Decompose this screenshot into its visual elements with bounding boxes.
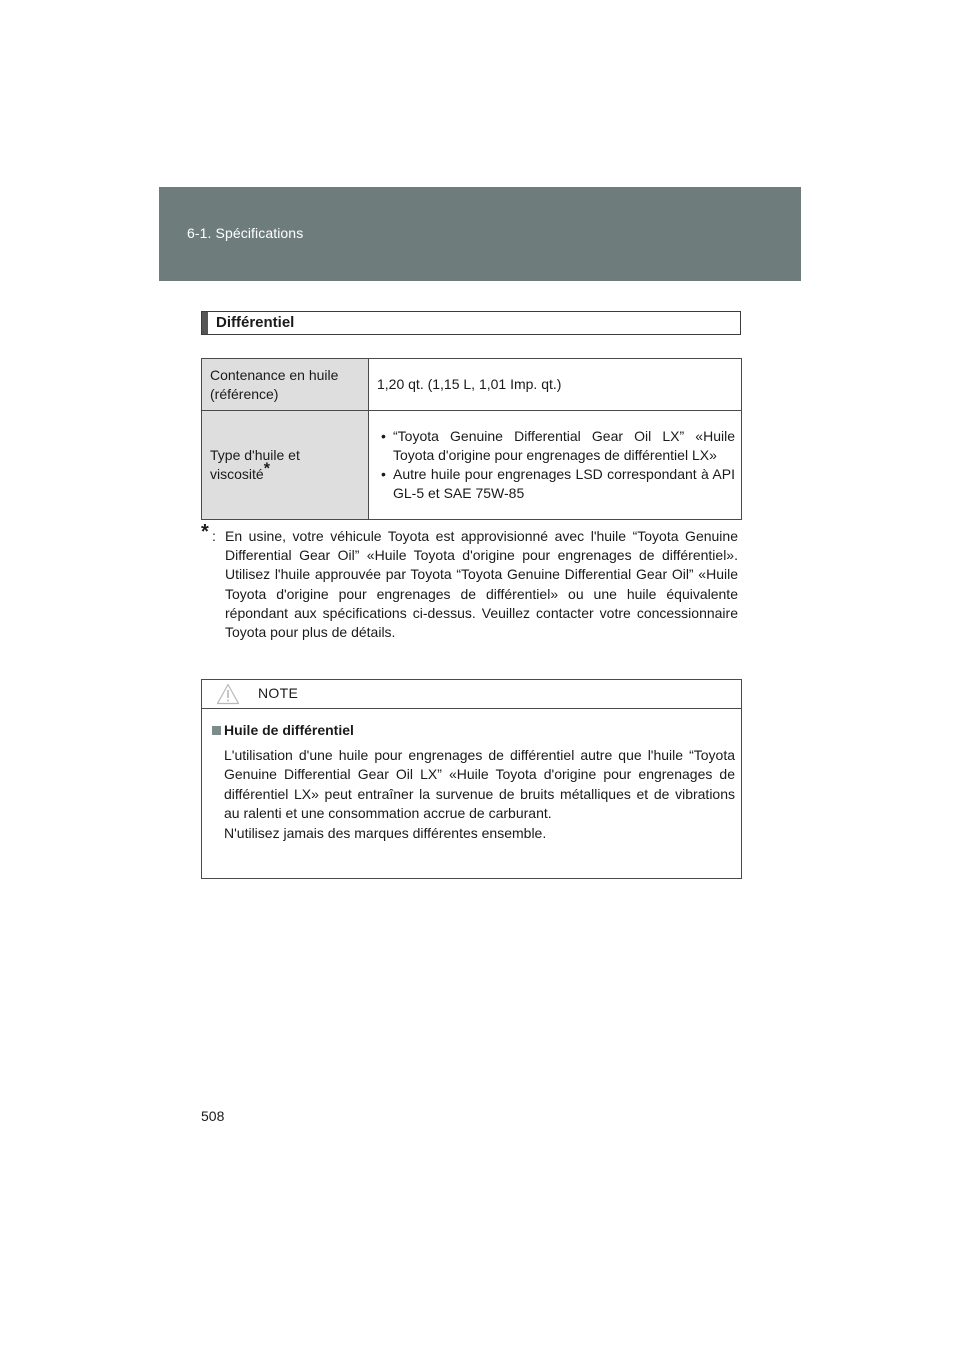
bullet-icon: • bbox=[381, 466, 386, 482]
spec-value-capacity bbox=[369, 359, 742, 411]
spec-value-text: 1,20 qt. (1,15 L, 1,01 Imp. qt.) bbox=[377, 376, 562, 392]
note-title: NOTE bbox=[258, 685, 299, 701]
spec-label-text: Contenance en huile (référence) bbox=[210, 366, 339, 402]
table-row bbox=[202, 411, 742, 520]
oil-list bbox=[377, 427, 735, 503]
footnote-asterisk: * bbox=[263, 460, 270, 478]
footnote-text: En usine, votre véhicule Toyota est approvisionné avec l'huile “Toyota Genuine Differential Gear Oil” «Huile Toyota d'origine pour engrenages de différentiel». Utilisez l'huile approuvée par Toyota “Toyota Genuine Differential Gear Oil” «Huile Toyota d'origine pour engrenages de différentiel» ou une huile équivalente répondant aux spécifications ci-dessus. Veuillez contacter votre concessionnaire Toyota pour plus de détails. bbox=[225, 528, 738, 641]
section-label: 6-1. Spécifications bbox=[187, 225, 304, 241]
table-row bbox=[202, 359, 742, 411]
note-paragraph-2: N'utilisez jamais des marques différentes ensemble. bbox=[224, 824, 547, 841]
section-title-bar bbox=[201, 311, 741, 335]
list-item-text: Autre huile pour engrenages LSD correspondant à API GL-5 et SAE 75W-85 bbox=[393, 466, 735, 501]
footnote-colon: : bbox=[212, 528, 216, 544]
title-marker bbox=[202, 312, 208, 334]
spec-table bbox=[201, 358, 742, 520]
header-band bbox=[159, 187, 801, 281]
page-number: 508 bbox=[201, 1108, 225, 1124]
footnote-asterisk: * bbox=[201, 521, 209, 543]
section-title: Différentiel bbox=[216, 314, 295, 331]
list-item bbox=[377, 465, 735, 503]
spec-label-text: Type d'huile et viscosité bbox=[210, 447, 300, 482]
bullet-icon: • bbox=[381, 428, 386, 444]
spec-value-oil-type bbox=[369, 411, 742, 520]
spec-label-capacity bbox=[202, 359, 369, 411]
list-item bbox=[377, 427, 735, 465]
list-item-text: “Toyota Genuine Differential Gear Oil LX” «Huile Toyota d'origine pour engrenages de différentiel LX» bbox=[393, 428, 735, 463]
note-subheading-text: Huile de différentiel bbox=[224, 722, 354, 738]
note-subheading bbox=[212, 721, 735, 741]
square-bullet-icon bbox=[212, 726, 221, 735]
warning-triangle-icon bbox=[216, 683, 240, 705]
note-body bbox=[202, 709, 741, 843]
footnote bbox=[201, 521, 738, 642]
spec-label-oil-type bbox=[202, 411, 369, 520]
note-header bbox=[202, 680, 741, 709]
note-paragraph: L'utilisation d'une huile pour engrenages de différentiel autre que l'huile “Toyota Genuine Differential Gear Oil LX” «Huile Toyota d'origine pour engrenages de différentiel LX» peut entraîner la survenue de bruits métalliques et de vibrations au ralenti et une consommation accrue de carburant. bbox=[224, 746, 735, 821]
note-box bbox=[201, 679, 742, 879]
